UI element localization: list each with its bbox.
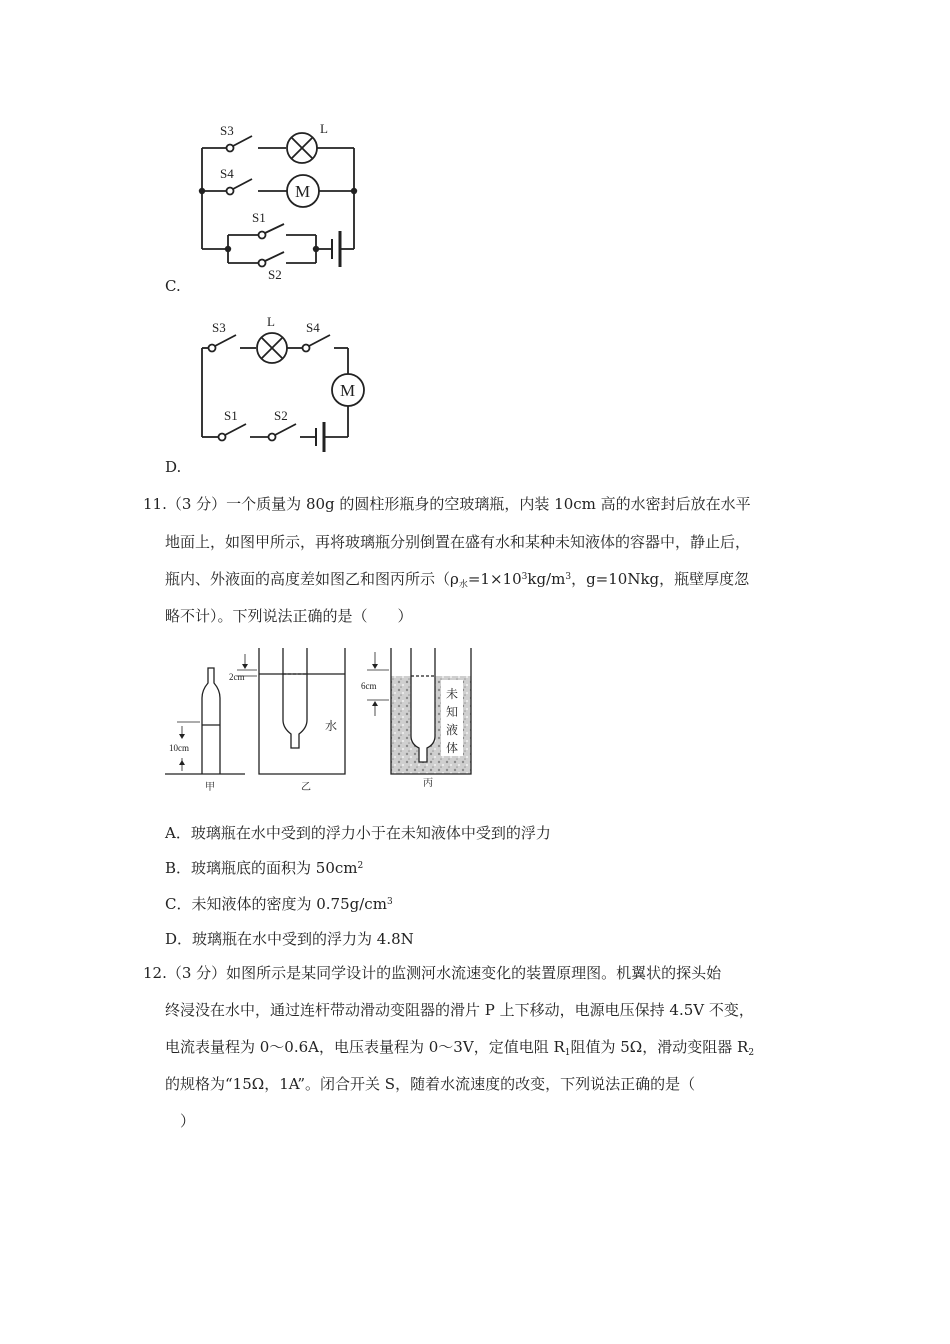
label-jia: 甲 (205, 782, 215, 792)
jia-height-label: 10cm (169, 743, 189, 753)
question-number: 11. (143, 495, 167, 513)
question-number: 12. (143, 964, 167, 982)
switch-s4-label: S4 (220, 166, 234, 181)
circuit-diagram-c (180, 115, 380, 285)
option-c-label: C. (165, 277, 181, 295)
motor-label: M (340, 381, 356, 400)
bing-liquid-char-4: 体 (446, 741, 459, 755)
bing-liquid-char-1: 未 (446, 687, 459, 701)
switch-s4-label: S4 (306, 320, 320, 335)
q11-line-3: 瓶内、外液面的高度差如图乙和图丙所示（$\rho_水=1\times 10^3kg/m^3$，g=10Nkg，瓶壁厚度忽 (165, 570, 750, 590)
q11-option-c: C．未知液体的密度为 $0.75g/cm^3$ (165, 895, 393, 913)
motor-label: M (295, 182, 311, 201)
q12-line-3: 电流表量程为 0～0.6A，电压表量程为 0～3V，定值电阻 $R_1$阻值为 5Ω，滑动变阻器 $R_2$ (165, 1038, 755, 1058)
q11-option-a: A．玻璃瓶在水中受到的浮力小于在未知液体中受到的浮力 (165, 824, 551, 842)
q11-line-1 (143, 494, 751, 514)
q12-line-5: ） (180, 1112, 196, 1130)
q12-line-4: 的规格为“15Ω，1A”。闭合开关 S，随着水流速度的改变，下列说法正确的是（ (165, 1075, 696, 1093)
q12-line-2: 终浸没在水中，通过连杆带动滑动变阻器的滑片 P 上下移动，电源电压保持 4.5V 不变， (165, 1001, 754, 1019)
switch-s1-label: S1 (224, 408, 238, 423)
option-d-label: D. (165, 458, 182, 476)
label-yi: 乙 (301, 782, 311, 792)
switch-s2-label: S2 (268, 267, 282, 282)
switch-s3-label: S3 (212, 320, 226, 335)
lamp-label: L (320, 121, 328, 136)
q11-line-4: 略不计）。下列说法正确的是（ ） (165, 607, 413, 625)
q11-line-2: 地面上，如图甲所示，再将玻璃瓶分别倒置在盛有水和某种未知液体的容器中，静止后， (165, 533, 751, 551)
yi-liquid-label: 水 (325, 719, 338, 733)
bottle-figure (165, 640, 475, 792)
q11-option-b: B．玻璃瓶底的面积为 $50cm^2$ (165, 859, 364, 877)
label-bing: 丙 (423, 778, 433, 789)
question-text: 一个质量为 80g 的圆柱形瓶身的空玻璃瓶，内装 10cm 高的水密封后放在水平 (226, 495, 751, 513)
bing-liquid-char-2: 知 (446, 705, 459, 719)
switch-s1-label: S1 (252, 210, 266, 225)
question-text: 如图所示是某同学设计的监测河水流速变化的装置原理图。机翼状的探头始 (226, 964, 722, 982)
q11-option-d: D．玻璃瓶在水中受到的浮力为 4.8N (165, 930, 414, 948)
q12-line-1 (143, 963, 721, 983)
bing-liquid-char-3: 液 (446, 723, 459, 737)
lamp-label: L (267, 314, 275, 329)
circuit-diagram-d (180, 310, 380, 455)
question-score: （3 分） (166, 964, 227, 982)
switch-s3-label: S3 (220, 123, 234, 138)
switch-s2-label: S2 (274, 408, 288, 423)
yi-gap-label: 2cm (229, 672, 245, 682)
bing-gap-label: 6cm (361, 681, 377, 691)
question-score: （3 分） (166, 495, 227, 513)
